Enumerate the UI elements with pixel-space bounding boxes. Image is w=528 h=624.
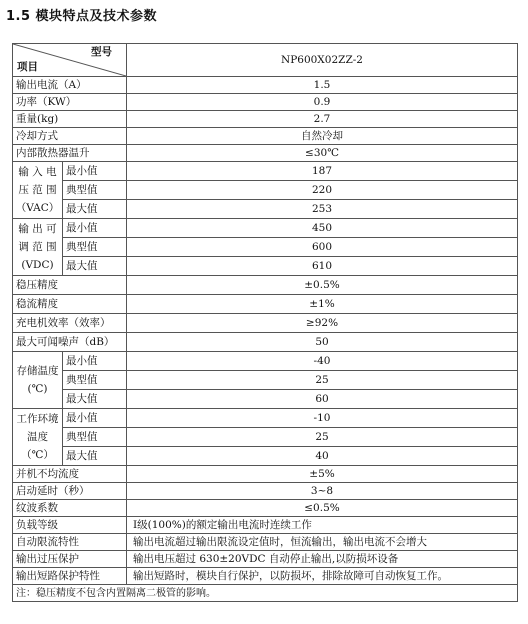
spec-row (13, 390, 518, 409)
spec-value: ±5% (127, 466, 518, 483)
sub-label: 典型值 (63, 428, 127, 447)
spec-value: 187 (127, 162, 518, 181)
spec-row (13, 517, 518, 534)
spec-row (13, 257, 518, 276)
footnote: 注：稳压精度不包含内置隔离二极管的影响。 (13, 585, 518, 602)
spec-row (13, 181, 518, 200)
spec-value: 50 (127, 333, 518, 352)
sub-label: 典型值 (63, 181, 127, 200)
spec-row (13, 352, 518, 371)
spec-value: ±0.5% (127, 276, 518, 295)
sub-label: 最小值 (63, 219, 127, 238)
group-label: 输 出 可 调 范 围 (VDC) (13, 219, 63, 276)
spec-value: ≤30℃ (127, 145, 518, 162)
model-value: NP600X02ZZ-2 (127, 44, 518, 77)
note-row (13, 585, 518, 602)
spec-row (13, 466, 518, 483)
spec-label: 负载等级 (13, 517, 127, 534)
spec-value: ≥92% (127, 314, 518, 333)
group-label: 存储温度(℃) (13, 352, 63, 409)
model-label: 型号 (91, 46, 112, 58)
spec-row (13, 447, 518, 466)
spec-row (13, 333, 518, 352)
spec-value: 60 (127, 390, 518, 409)
spec-value: 自然冷却 (127, 128, 518, 145)
section-title: 1.5 模块特点及技术参数 (6, 9, 158, 24)
spec-row (13, 500, 518, 517)
spec-value: 1.5 (127, 77, 518, 94)
header-diagonal-cell (13, 44, 127, 77)
spec-value: 输出电流超过输出限流设定值时，恒流输出，输出电流不会增大 (127, 534, 518, 551)
spec-value: 600 (127, 238, 518, 257)
sub-label: 最大值 (63, 200, 127, 219)
spec-label: 最大可闻噪声（dB） (13, 333, 127, 352)
spec-value: 253 (127, 200, 518, 219)
item-label: 项目 (17, 61, 38, 73)
spec-value: 450 (127, 219, 518, 238)
spec-value: 输出电压超过 630±20VDC 自动停止输出,以防损坏设备 (127, 551, 518, 568)
spec-row (13, 238, 518, 257)
spec-label: 内部散热器温升 (13, 145, 127, 162)
spec-value: 输出短路时，模块自行保护，以防损坏，排除故障可自动恢复工作。 (127, 568, 518, 585)
spec-label: 纹波系数 (13, 500, 127, 517)
spec-value: 40 (127, 447, 518, 466)
spec-label: 功率（KW） (13, 94, 127, 111)
spec-row (13, 568, 518, 585)
spec-label: 输出过压保护 (13, 551, 127, 568)
header-row (13, 44, 518, 77)
spec-value: 610 (127, 257, 518, 276)
spec-label: 重量(kg) (13, 111, 127, 128)
spec-value: -40 (127, 352, 518, 371)
spec-row (13, 145, 518, 162)
sub-label: 典型值 (63, 371, 127, 390)
spec-value: 2.7 (127, 111, 518, 128)
spec-row (13, 428, 518, 447)
sub-label: 最小值 (63, 352, 127, 371)
sub-label: 最大值 (63, 257, 127, 276)
spec-row (13, 128, 518, 145)
spec-value: ≤0.5% (127, 500, 518, 517)
spec-row (13, 483, 518, 500)
spec-value: 220 (127, 181, 518, 200)
spec-label: 自动限流特性 (13, 534, 127, 551)
spec-value: 25 (127, 428, 518, 447)
sub-label: 最小值 (63, 162, 127, 181)
spec-row (13, 551, 518, 568)
spec-label: 稳流精度 (13, 295, 127, 314)
spec-row (13, 314, 518, 333)
spec-row (13, 111, 518, 128)
spec-row (13, 219, 518, 238)
spec-row (13, 295, 518, 314)
group-label: 输 入 电 压 范 围（VAC） (13, 162, 63, 219)
spec-value: 25 (127, 371, 518, 390)
spec-row (13, 94, 518, 111)
spec-row (13, 371, 518, 390)
spec-row (13, 276, 518, 295)
spec-row (13, 77, 518, 94)
spec-row (13, 409, 518, 428)
spec-label: 充电机效率（效率） (13, 314, 127, 333)
sub-label: 最小值 (63, 409, 127, 428)
spec-label: 启动延时（秒） (13, 483, 127, 500)
group-label: 工作环境温度（℃） (13, 409, 63, 466)
sub-label: 典型值 (63, 238, 127, 257)
spec-label: 冷却方式 (13, 128, 127, 145)
sub-label: 最大值 (63, 390, 127, 409)
spec-value: Ⅰ级(100%)的额定输出电流时连续工作 (127, 517, 518, 534)
spec-row (13, 534, 518, 551)
spec-value: 3~8 (127, 483, 518, 500)
spec-value: ±1% (127, 295, 518, 314)
spec-value: 0.9 (127, 94, 518, 111)
spec-label: 稳压精度 (13, 276, 127, 295)
sub-label: 最大值 (63, 447, 127, 466)
spec-table (12, 43, 518, 602)
spec-label: 并机不均流度 (13, 466, 127, 483)
spec-value: -10 (127, 409, 518, 428)
spec-label: 输出电流（A） (13, 77, 127, 94)
spec-row (13, 162, 518, 181)
spec-label: 输出短路保护特性 (13, 568, 127, 585)
spec-row (13, 200, 518, 219)
